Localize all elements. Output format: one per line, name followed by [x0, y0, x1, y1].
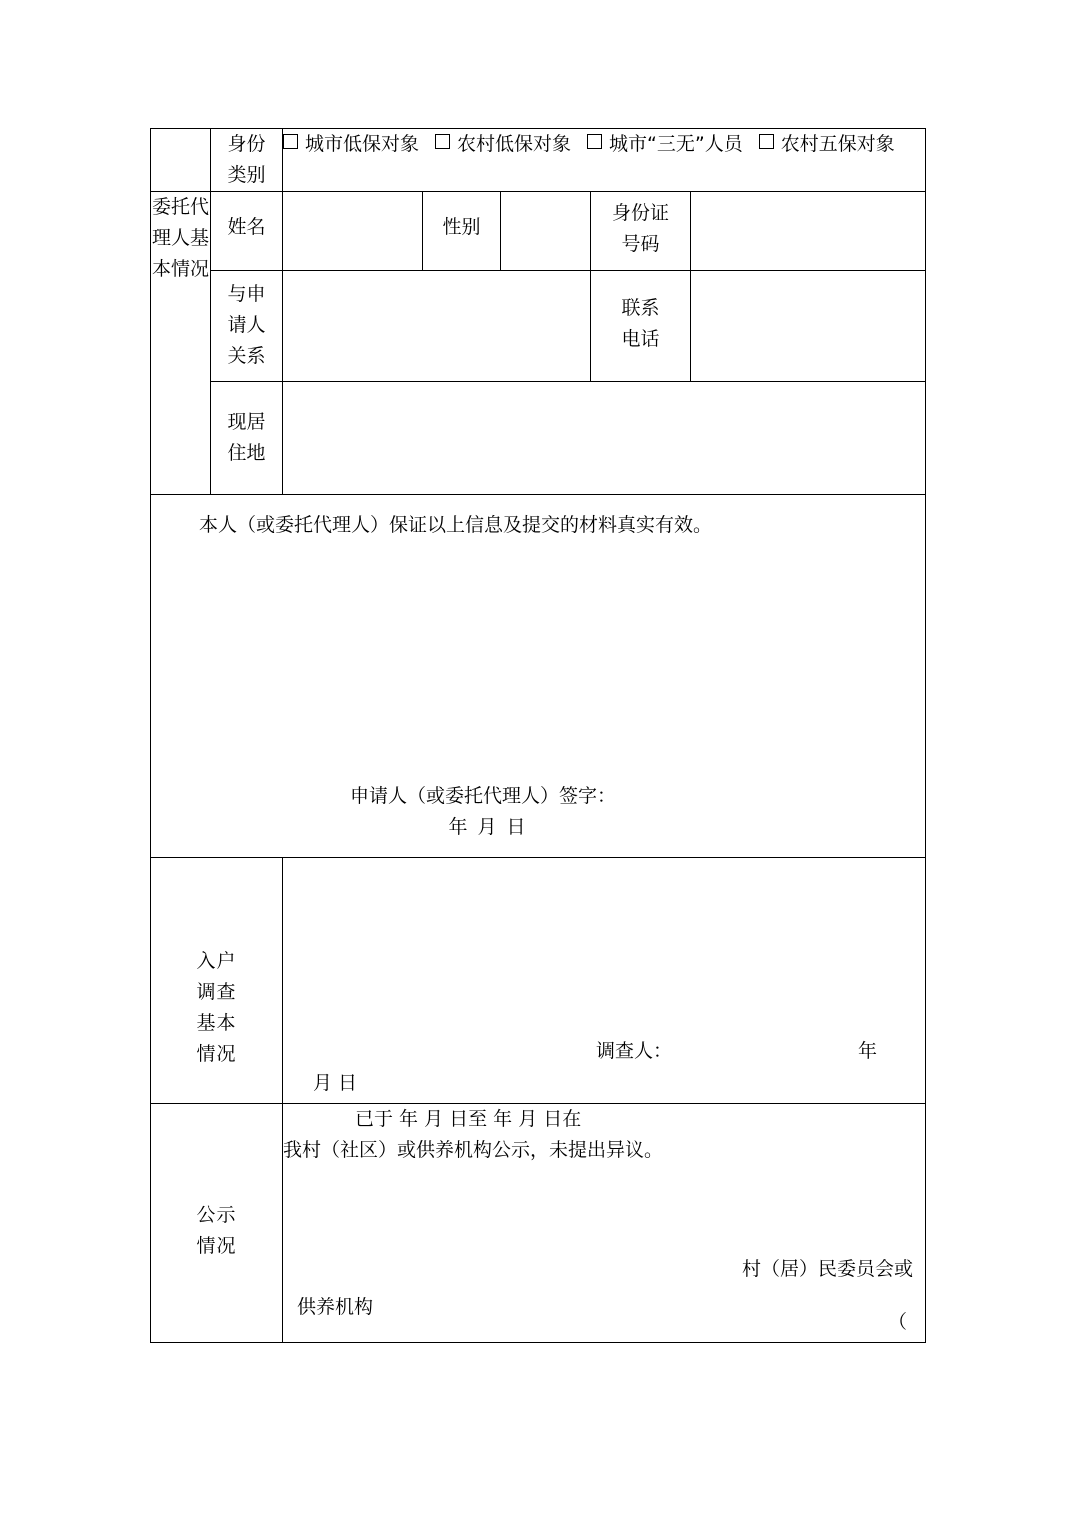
identity-label-line2: 类别	[227, 164, 266, 186]
id-number-value-cell[interactable]	[691, 192, 926, 271]
agent-address-row	[151, 382, 926, 495]
publicity-paren: （	[887, 1311, 907, 1333]
identity-option-1: 农村低保对象	[457, 133, 572, 155]
publicity-committee-text: 村（居）民委员会或	[741, 1258, 913, 1280]
publicity-content-cell[interactable]	[283, 1104, 926, 1343]
relation-label-cell	[211, 271, 283, 382]
survey-month-day-label: 月 日	[313, 1072, 358, 1094]
identity-label-line1: 身份	[227, 133, 266, 155]
id-number-label-cell	[591, 192, 691, 271]
survey-label-line4: 情况	[196, 1043, 237, 1065]
gender-value-cell[interactable]	[501, 192, 591, 271]
address-value-cell[interactable]	[283, 382, 926, 495]
agent-section-label-cell	[151, 192, 211, 495]
publicity-row	[151, 1104, 926, 1343]
identity-option-2: 城市“三无”人员	[609, 133, 743, 155]
gender-label: 性别	[442, 216, 481, 238]
id-number-label-line2: 号码	[621, 233, 660, 255]
identity-option-3: 农村五保对象	[780, 133, 895, 155]
name-label-cell	[211, 192, 283, 271]
application-form-table	[150, 128, 926, 1343]
relation-label-line3: 关系	[227, 345, 266, 367]
agent-name-row	[151, 192, 926, 271]
address-label-cell	[211, 382, 283, 495]
checkbox-icon[interactable]	[283, 134, 298, 149]
survey-row	[151, 858, 926, 1104]
identity-options-cell	[283, 129, 926, 192]
declaration-cell	[151, 495, 926, 858]
identity-category-row	[151, 129, 926, 192]
name-label: 姓名	[227, 216, 266, 238]
relation-label-line1: 与申	[227, 283, 266, 305]
survey-label-line3: 基本	[196, 1012, 237, 1034]
phone-label-line1: 联系	[621, 297, 660, 319]
survey-year-label: 年	[857, 1040, 877, 1062]
phone-label-line2: 电话	[621, 328, 660, 350]
publicity-line1: 已于 年 月 日至 年 月 日在	[355, 1108, 582, 1130]
publicity-institution-text: 供养机构	[297, 1296, 374, 1318]
declaration-text: 本人（或委托代理人）保证以上信息及提交的材料真实有效。	[199, 514, 713, 536]
phone-label-cell	[591, 271, 691, 382]
phone-value-cell[interactable]	[691, 271, 926, 382]
agent-section-label: 委托代理人基本情况	[151, 196, 209, 280]
investigator-label: 调查人：	[595, 1040, 672, 1062]
relation-label-line2: 请人	[227, 314, 266, 336]
survey-label-line1: 入户	[196, 950, 237, 972]
survey-label-cell	[151, 858, 283, 1104]
identity-option-2-wrap[interactable]	[587, 133, 743, 155]
survey-label-line2: 调查	[196, 981, 237, 1003]
declaration-date-label: 年 月 日	[448, 816, 528, 838]
checkbox-icon[interactable]	[587, 134, 602, 149]
address-label-line1: 现居	[227, 411, 266, 433]
checkbox-icon[interactable]	[435, 134, 450, 149]
survey-content-cell[interactable]	[283, 858, 926, 1104]
address-label-line2: 住地	[227, 442, 266, 464]
identity-option-3-wrap[interactable]	[759, 133, 895, 155]
identity-option-0: 城市低保对象	[305, 133, 420, 155]
publicity-label-cell	[151, 1104, 283, 1343]
publicity-label-line1: 公示	[196, 1204, 237, 1226]
identity-label-cell	[211, 129, 283, 192]
identity-blank-cell	[151, 129, 211, 192]
gender-label-cell	[423, 192, 501, 271]
publicity-line2: 我村（社区）或供养机构公示，未提出异议。	[283, 1139, 664, 1161]
agent-relation-row	[151, 271, 926, 382]
checkbox-icon[interactable]	[759, 134, 774, 149]
name-value-cell[interactable]	[283, 192, 423, 271]
identity-option-0-wrap[interactable]	[283, 133, 419, 155]
id-number-label-line1: 身份证	[611, 202, 669, 224]
publicity-label-line2: 情况	[196, 1235, 237, 1257]
relation-value-cell[interactable]	[283, 271, 591, 382]
identity-option-1-wrap[interactable]	[435, 133, 571, 155]
declaration-row	[151, 495, 926, 858]
applicant-signature-label: 申请人（或委托代理人）签字：	[349, 785, 616, 807]
